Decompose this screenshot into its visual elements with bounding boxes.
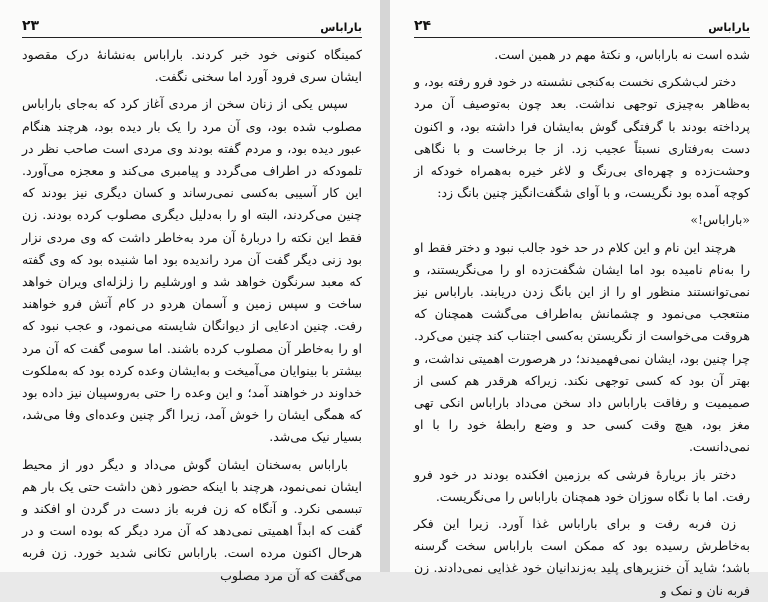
left-page-body (22, 44, 362, 587)
paragraph: دختر لب‌شکری نخست به‌کنجی نشسته در خود فرو رفته بود، و به‌ظاهر به‌چیزی توجهی نداشت. بعد چون به‌توصیف آن مرد پرداخته بودند با گرفتگی گوش به‌ایشان فرا داشته بود، و اکنون دست به‌رفتاری نسبتاً عجیب زد. از جا برخاست و با نگاهی وحشت‌زده و چهره‌ای بی‌رنگ و لاغر خیره به‌همراه خودکه از کوچه آمده بود نگریست، و با آوای شگفت‌انگیز چنین بانگ زد: (414, 74, 750, 201)
left-page (0, 0, 380, 583)
right-page (390, 0, 768, 598)
paragraph: زن فربه رفت و برای باراباس غذا آورد. زیرا این فکر به‌خاطرش رسیده بود که ممکن است باراباس سخت گرسنه باشد؛ شاید آن خنزیرهای پلید به‌زندانیان خود غذایی نمی‌دادند. زن فربه نان و نمک و (414, 516, 750, 598)
right-page-header (414, 14, 750, 38)
running-title: باراباس (708, 21, 750, 34)
running-title: باراباس (320, 21, 362, 34)
page-number: ۲۴ (414, 18, 432, 34)
paragraph: دختر باز بریارهٔ فرشی که برزمین افکنده بودند در خود فرو رفت. اما با نگاه سوزان خود همچنان باراباس را می‌نگریست. (414, 466, 750, 504)
paragraph: باراباس به‌سخنان ایشان گوش می‌داد و دیگر دور از محیط ایشان نمی‌نمود، هرچند با اینکه حضور ذهن داشت حتی یک بار هم تبسمی نکرد. و آنگاه که زن فربه باز دست در گردن او افکند و گفت که ابداً اهمیتی نمی‌دهد که آن مرد دیگر که بوده است و در هرحال اکنون مرده است. باراباس تکانی شدید خورد. زن فربه می‌گفت که آن مرد مصلوب (22, 456, 362, 583)
paragraph: شده است نه باراباس، و نکتهٔ مهم در همین است. (494, 47, 750, 62)
paragraph: کمینگاه کنونی خود خبر کردند. باراباس به‌نشانهٔ درک مقصود ایشان سری فرود آورد اما سخنی نگفت. (22, 47, 362, 85)
paragraph: سپس یکی از زنان سخن از مردی آغاز کرد که به‌جای باراباس مصلوب شده بود، وی آن مرد را یک بار دیده بود، هرچند هنگام عبور دیده بود، و مردم گفته بودند وی مردی است صاحب نظر در تلمودکه در اطراف می‌گردد و پیامبری می‌کند و معجزه می‌آورد. این کار آسیبی به‌کسی نمی‌رساند و کسان دیگری نیز بودند که چنین می‌کردند، البته او را به‌دلیل دیگری مصلوب کرده بودند. زن فقط این نکته را دربارهٔ آن مرد به‌خاطر داشت که وی مردی نزار بود زنی دیگر گفت آن مرد راندیده بود اما شنیده بود که وی گفته که معبد سرنگون خواهد شد و اورشلیم را زلزله‌ای ویران خواهد ساخت و سپس زمین و آسمان هردو در کام آتش فرو خواهند رفت. چنین ادعایی از دیوانگان شایسته می‌نمود، و عجب نبود که او را به‌خاطر آن مصلوب کرده باشند. اما سومی گفت که آن مرد بیشتر با بینوایان می‌آمیخت و به‌ایشان وعده کرده بود که به‌ملکوت خداوند در خواهند آمد؛ و این وعده را حتی به‌روسپیان نیز داده بود که همگی ایشان را خوش آمد، زیرا اگر چنین وعده‌ای وفا می‌شد، بسیار نیک می‌شد. (22, 96, 362, 445)
paragraph: «باراباس!» (690, 212, 750, 228)
left-page-header (22, 14, 362, 38)
paragraph: هرچند این نام و این کلام در حد خود جالب نبود و دختر فقط او را به‌نام نامیده بود اما ایشان شگفت‌زده او را می‌نگریستند، و نمی‌توانستند منظور او را از این بانگ زدن دریابند. باراباس نیز منتعجب می‌نمود و چشمانش به‌اطراف می‌گشت همچنان که هروقت می‌خواست از نگریستن به‌کسی اجتناب کند چنین می‌کرد. چرا چنین بود، ایشان نمی‌فهمیدند؛ در هرصورت اهمیتی نداشت، و بهتر آن بود که کسی توجهی نکند. زیراکه هرقدر هم کسی از صمیمیت و رفاقت باراباس داد سخن می‌داد باراباس انکی تهی مغز بود، هیچ وقت کسی حد و وضع رابطهٔ خود را با او نمی‌دانست. (414, 239, 750, 455)
book-gutter (380, 0, 390, 572)
right-page-body (414, 44, 750, 602)
page-number: ۲۳ (22, 18, 40, 34)
